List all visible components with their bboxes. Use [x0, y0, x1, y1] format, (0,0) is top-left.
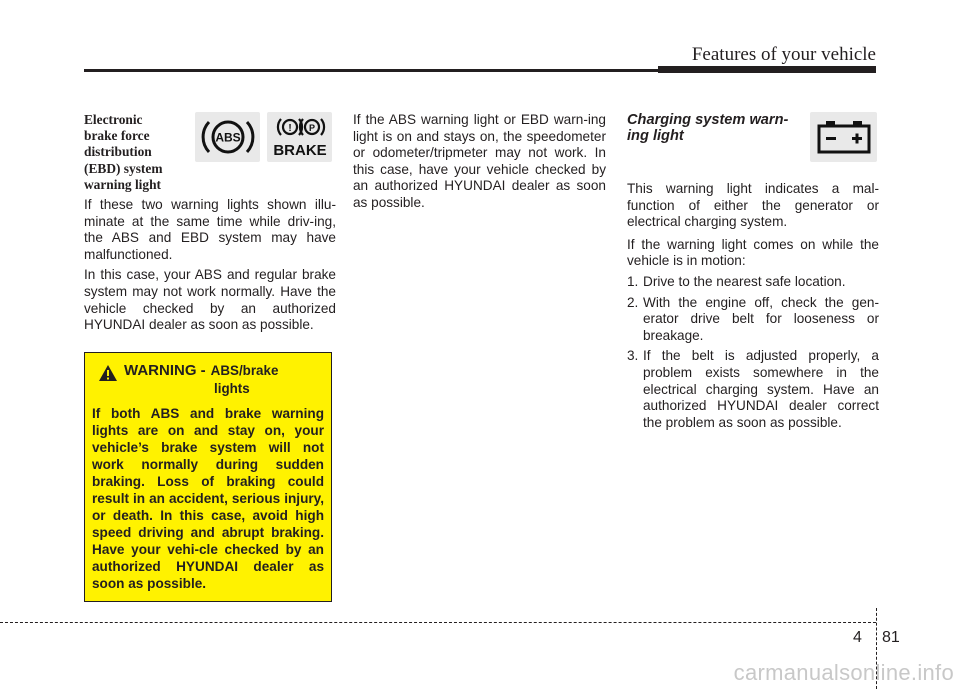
svg-text:P: P [308, 123, 315, 133]
chapter-number: 4 [853, 629, 862, 646]
charging-steps [627, 274, 879, 431]
warning-box [84, 352, 332, 602]
ebd-heading-line: Electronic [84, 112, 143, 127]
footer-rule [0, 622, 876, 623]
watermark: carmanualsonline.info [733, 660, 954, 685]
warning-title [92, 362, 324, 382]
brake-warning-icon [267, 112, 332, 162]
warning-subject: ABS/brake [210, 363, 279, 378]
list-item: 2. With the engine off, check the gen-erator drive belt for looseness or breakage. [627, 294, 879, 343]
column-abs-ebd-note [353, 112, 606, 212]
abs-warning-icon [195, 112, 260, 162]
warning-label: WARNING - [124, 362, 206, 379]
charging-paragraph: If the warning light comes on while the vehicle is in motion: [627, 236, 879, 269]
ebd-heading-line: distribution [84, 144, 152, 160]
abs-icon-label: ABS [214, 130, 241, 145]
page-number: 81 [882, 629, 900, 646]
list-item: 1. Drive to the nearest safe location. [627, 273, 846, 289]
header-rule-accent [658, 66, 876, 73]
warning-text: If both ABS and brake warning lights are on and stay on, your vehicle’s brake system will not work normally during sudden braking. Loss of braking could result in an accident, serious injury, or death. In this case, avoid high speed driving and abrupt braking. Have your vehi-cle checked by an authorized HYUNDAI dealer as soon as possible. [92, 406, 324, 591]
charging-paragraph: This warning light indicates a mal-function of either the generator or electrical charging system. [627, 181, 879, 230]
page-header-title: Features of your vehicle [691, 44, 876, 65]
brake-icon-label: BRAKE [272, 142, 327, 159]
svg-text:!: ! [287, 123, 292, 134]
charging-heading: Charging system warn-ing light [627, 112, 789, 144]
warning-triangle-icon [98, 364, 118, 382]
ebd-heading-line: (EBD) system [84, 160, 163, 176]
battery-icon [810, 112, 877, 162]
list-item: 3. If the belt is adjusted properly, a problem exists somewhere in the electrical charging system. Have an authorized HYUNDAI dealer correct the problem as soon as possible. [627, 348, 879, 430]
warning-subject-cont: lights [214, 381, 250, 396]
ebd-heading-line: warning light [84, 176, 162, 192]
ebd-heading [84, 112, 184, 193]
ebd-paragraph: If these two warning lights shown illu-minate at the same time while driv-ing, the ABS and EBD system may have malfunctioned. [84, 197, 336, 262]
ebd-heading-line: brake force [84, 128, 150, 144]
abs-ebd-paragraph: If the ABS warning light or EBD warn-ing light is on and stays on, the speedometer or odometer/tripmeter may not work. In this case, have your vehicle checked by an authorized HYUNDAI dealer as soon as possible. [353, 112, 606, 210]
ebd-paragraph: In this case, your ABS and regular brake system may not work normally. Have the vehicle checked by an authorized HYUNDAI dealer as soon as possible. [84, 267, 336, 333]
